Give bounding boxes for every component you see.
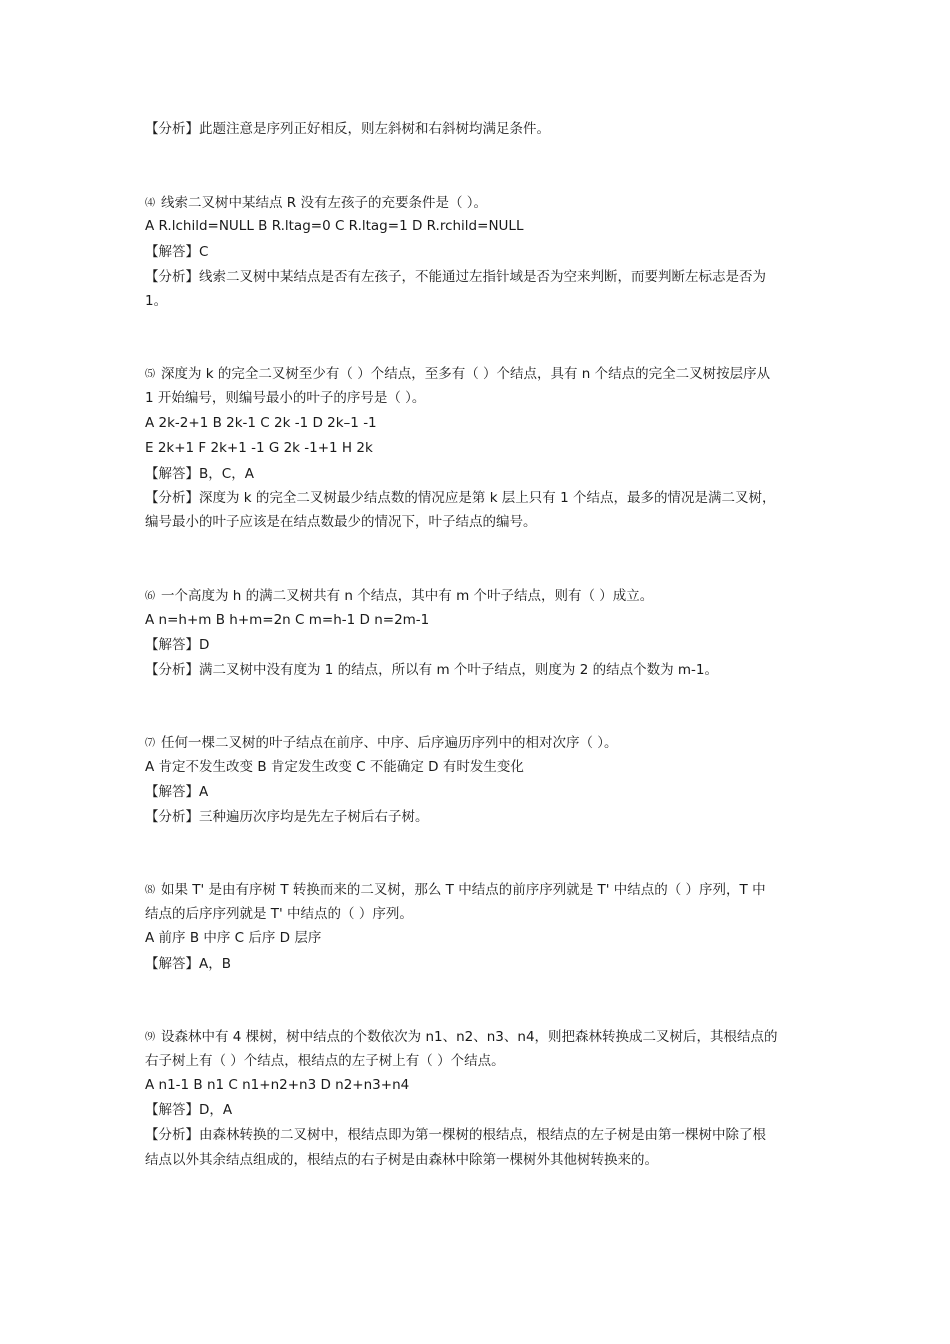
q6-options: A n=h+m B h+m=2n C m=h-1 D n=2m-1: [145, 612, 430, 628]
q9-question-line-1: [145, 1027, 815, 1048]
q7-analysis: 【分析】三种遍历次序均是先左子树后右子树。: [145, 809, 429, 825]
q4-analysis-line-2: 1。: [145, 293, 168, 309]
q9-question-line-2: 右子树上有（ ）个结点，根结点的左子树上有（ ）个结点。: [145, 1053, 505, 1069]
q9-question-text: 设森林中有 4 棵树，树中结点的个数依次为 n1、n2、n3、n4，则把森林转换成二叉树后，其根结点的: [161, 1029, 778, 1045]
q9-number: ⑼: [145, 1032, 155, 1043]
q6-number: ⑹: [145, 591, 155, 602]
q6-question: [145, 586, 815, 607]
q9-options: A n1-1 B n1 C n1+n2+n3 D n2+n3+n4: [145, 1077, 410, 1093]
q7-options: A 肯定不发生改变 B 肯定发生改变 C 不能确定 D 有时发生变化: [145, 759, 524, 775]
q7-question: [145, 733, 815, 754]
q5-number: ⑸: [145, 369, 155, 380]
q5-analysis-line-1: 【分析】深度为 k 的完全二叉树最少结点数的情况应是第 k 层上只有 1 个结点，最多的情况是满二叉树，: [145, 490, 776, 506]
q8-question-text: 如果 T' 是由有序树 T 转换而来的二叉树，那么 T 中结点的前序序列就是 T' 中结点的（ ）序列，T 中: [161, 882, 766, 898]
q8-question-line-1: [145, 880, 815, 901]
q6-analysis: 【分析】满二叉树中没有度为 1 的结点，所以有 m 个叶子结点，则度为 2 的结点个数为 m-1。: [145, 662, 718, 678]
q4-number: ⑷: [145, 198, 155, 209]
q4-question: [145, 193, 815, 214]
q6-answer: 【解答】D: [145, 637, 210, 653]
q8-answer: 【解答】A，B: [145, 956, 231, 972]
q5-options-line-1: A 2k-2+1 B 2k-1 C 2k -1 D 2k–1 -1: [145, 415, 377, 431]
q9-analysis-line-1: 【分析】由森林转换的二叉树中，根结点即为第一棵树的根结点，根结点的左子树是由第一棵树中除了根: [145, 1127, 766, 1143]
q3-analysis: 【分析】此题注意是序列正好相反，则左斜树和右斜树均满足条件。: [145, 121, 550, 137]
q5-question-text: 深度为 k 的完全二叉树至少有（ ）个结点，至多有（ ）个结点，具有 n 个结点的完全二叉树按层序从: [161, 366, 771, 382]
q5-options-line-2: E 2k+1 F 2k+1 -1 G 2k -1+1 H 2k: [145, 440, 373, 456]
q6-question-text: 一个高度为 h 的满二叉树共有 n 个结点，其中有 m 个叶子结点，则有（ ）成立。: [161, 588, 654, 604]
q5-answer: 【解答】B，C，A: [145, 466, 254, 482]
q8-question-line-2: 结点的后序序列就是 T' 中结点的（ ）序列。: [145, 906, 413, 922]
q7-answer: 【解答】A: [145, 784, 209, 800]
q8-number: ⑻: [145, 885, 155, 896]
q4-options: A R.lchild=NULL B R.ltag=0 C R.ltag=1 D R.rchild=NULL: [145, 218, 524, 234]
q4-analysis-line-1: 【分析】线索二叉树中某结点是否有左孩子，不能通过左指针域是否为空来判断，而要判断左标志是否为: [145, 269, 766, 285]
q5-analysis-line-2: 编号最小的叶子应该是在结点数最少的情况下，叶子结点的编号。: [145, 514, 537, 530]
q7-question-text: 任何一棵二叉树的叶子结点在前序、中序、后序遍历序列中的相对次序（ ）。: [161, 735, 618, 751]
q4-question-text: 线索二叉树中某结点 R 没有左孩子的充要条件是（ ）。: [161, 195, 488, 211]
q9-analysis-line-2: 结点以外其余结点组成的，根结点的右子树是由森林中除第一棵树外其他树转换来的。: [145, 1152, 658, 1168]
q7-number: ⑺: [145, 738, 155, 749]
q5-question-line-1: [145, 364, 815, 385]
q8-options: A 前序 B 中序 C 后序 D 层序: [145, 930, 322, 946]
q9-answer: 【解答】D，A: [145, 1102, 233, 1118]
q5-question-line-2: 1 开始编号，则编号最小的叶子的序号是（ ）。: [145, 390, 426, 406]
q4-answer: 【解答】C: [145, 244, 209, 260]
